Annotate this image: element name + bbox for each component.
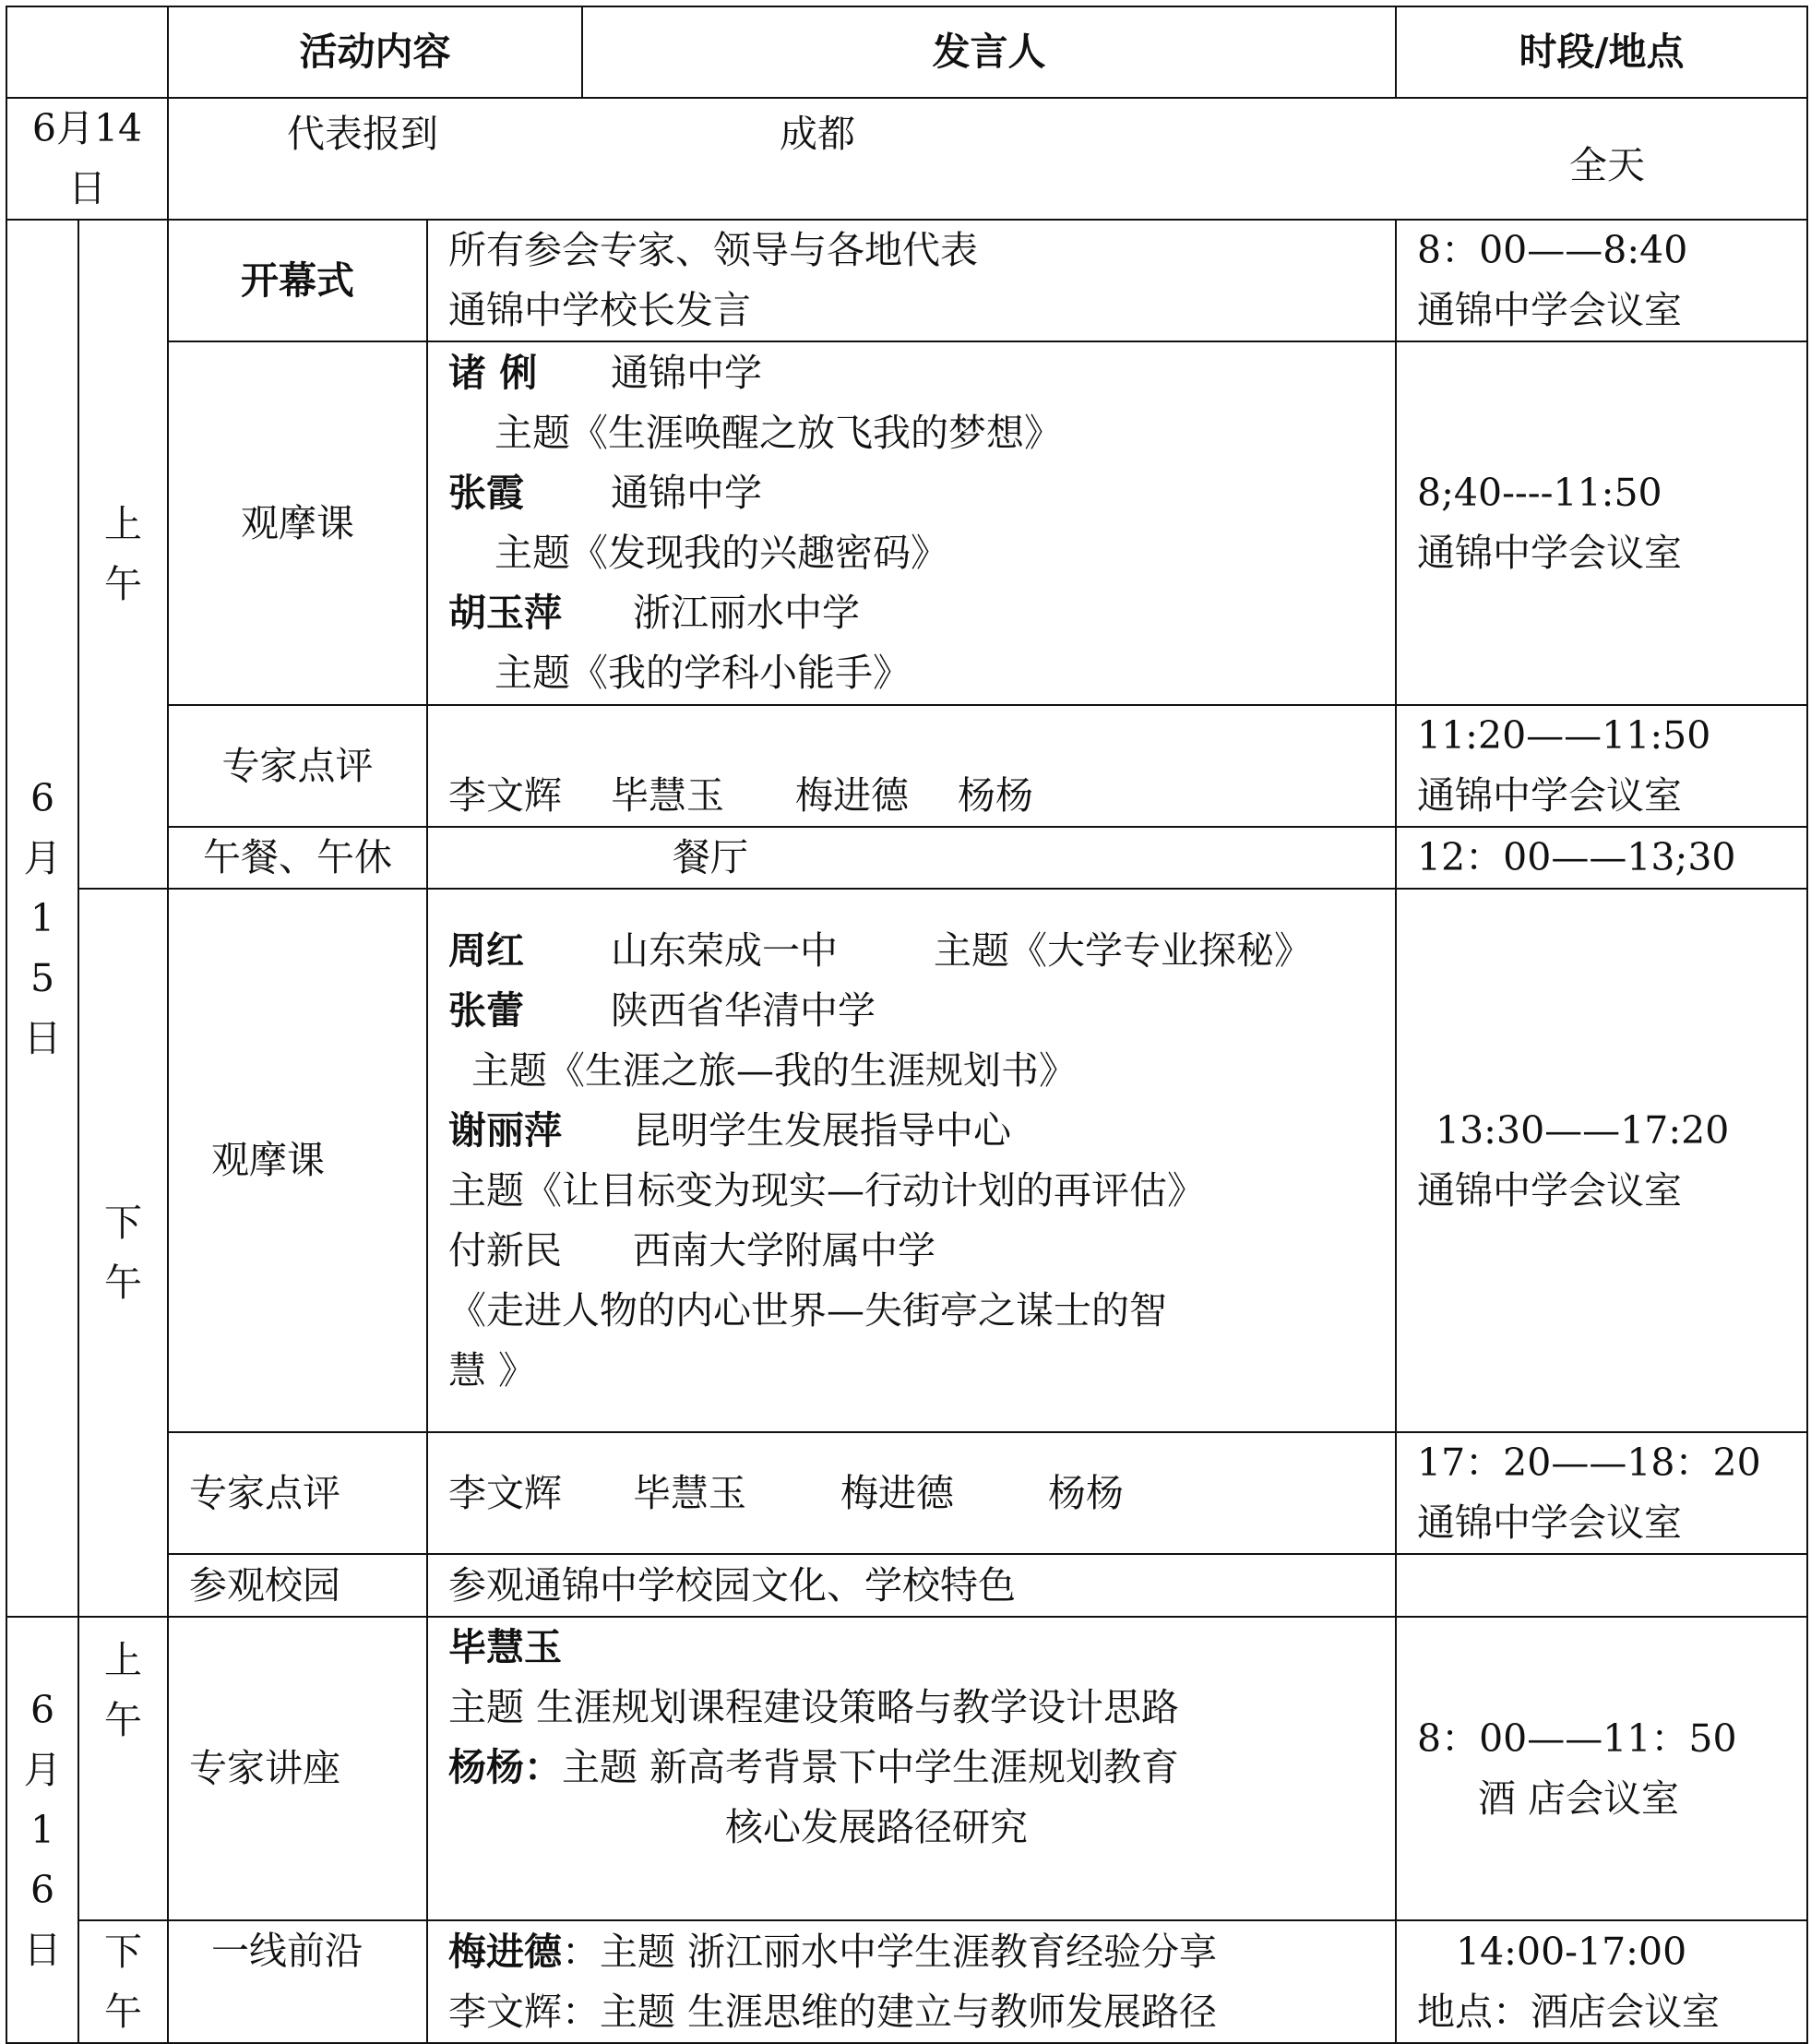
day14-place: 成都 (780, 112, 855, 156)
observe-pm-time-place: 13:30——17:20 通锦中学会议室 (1396, 889, 1807, 1432)
speaker-name: 胡玉萍 (448, 591, 562, 635)
row-review-am (6, 705, 1807, 827)
frontline-speakers: 梅进德：主题 浙江丽水中学生涯教育经验分享 李文辉：主题 生涯思维的建立与教师发展路径 (427, 1920, 1396, 2043)
day14-activity: 代表报到 (287, 112, 438, 156)
review-am-experts: 李文辉 毕慧玉 梅进德 杨杨 (427, 705, 1396, 827)
header-blank-cell (6, 6, 168, 98)
observe-pm-label: 观摩课 (168, 889, 427, 1432)
observe-pm-speakers: 周红 山东荣成一中 主题《大学专业探秘》 张蕾 陕西省华清中学 主题《生涯之旅—我的生涯规划书》 谢丽萍 昆明学生发展指导中心 主题《让目标变为现实—行动计划的再评估》 付新民 西南大学附属中学 《走进人物的内心世界—失街亭之谋士的智 慧 》 (427, 889, 1396, 1432)
speaker-name: 张霞 (448, 471, 524, 515)
day14-content (168, 98, 1807, 220)
row-lunch (6, 827, 1807, 889)
day16-afternoon: 下 午 (78, 1920, 168, 2043)
day14-time: 全天 (1569, 143, 1645, 187)
row-observe-am (6, 341, 1807, 705)
day16-morning: 上 午 (78, 1617, 168, 1920)
lunch-label: 午餐、午休 (168, 827, 427, 889)
row-lecture (6, 1617, 1807, 1920)
lecture-speakers: 毕慧玉 主题 生涯规划课程建设策略与教学设计思路 杨杨：主题 新高考背景下中学生涯规划教育 核心发展路径研究 (427, 1617, 1396, 1920)
speaker-name: 谢丽萍 (448, 1107, 562, 1153)
speaker-name: 张蕾 (448, 987, 524, 1033)
day15-date: 6 月 1 5 日 (6, 220, 78, 1617)
lecture-label: 专家讲座 (168, 1617, 427, 1920)
day15-afternoon: 下 午 (78, 889, 168, 1617)
lunch-time: 12：00——13;30 (1396, 827, 1807, 889)
frontline-label: 一线前沿 (168, 1920, 427, 2043)
day15-morning: 上 午 (78, 220, 168, 889)
row-observe-pm (6, 889, 1807, 1432)
header-time-place: 时段/地点 (1396, 6, 1807, 98)
opening-speakers: 所有参会专家、领导与各地代表 通锦中学校长发言 (427, 220, 1396, 341)
frontline-time-place: 14:00-17:00 地点：酒店会议室 (1396, 1920, 1807, 2043)
opening-label: 开幕式 (168, 220, 427, 341)
speaker-name: 周红 (448, 927, 524, 973)
speaker-name: 付新民 (448, 1227, 562, 1273)
schedule-table (6, 6, 1808, 2044)
speaker-name: 毕慧玉 (448, 1625, 562, 1669)
lecture-time-place: 8：00——11：50 酒 店会议室 (1396, 1617, 1807, 1920)
speaker-name: 梅进德 (448, 1929, 562, 1974)
header-content: 活动内容 (168, 6, 582, 98)
observe-am-time-place: 8;40----11:50 通锦中学会议室 (1396, 341, 1807, 705)
row-opening (6, 220, 1807, 341)
review-pm-label: 专家点评 (168, 1432, 427, 1554)
header-speaker: 发言人 (582, 6, 1396, 98)
observe-am-label: 观摩课 (168, 341, 427, 705)
review-pm-experts: 李文辉 毕慧玉 梅进德 杨杨 (427, 1432, 1396, 1554)
row-day14 (6, 98, 1807, 220)
visit-content: 参观通锦中学校园文化、学校特色 (427, 1554, 1396, 1617)
review-pm-time-place: 17：20——18：20 通锦中学会议室 (1396, 1432, 1807, 1554)
day14-date: 6月14日 (6, 98, 168, 220)
observe-am-speakers: 诸 俐 通锦中学 主题《生涯唤醒之放飞我的梦想》 张霞 通锦中学 主题《发现我的兴趣密码》 胡玉萍 浙江丽水中学 主题《我的学科小能手》 (427, 341, 1396, 705)
visit-label: 参观校园 (168, 1554, 427, 1617)
row-review-pm (6, 1432, 1807, 1554)
row-frontline (6, 1920, 1807, 2043)
review-am-label: 专家点评 (168, 705, 427, 827)
speaker-name: 李文辉 (448, 1989, 562, 2034)
visit-time-place (1396, 1554, 1807, 1617)
row-visit (6, 1554, 1807, 1617)
lunch-place: 餐厅 (427, 827, 1396, 889)
day16-date: 6 月 1 6 日 (6, 1617, 78, 2043)
header-row (6, 6, 1807, 98)
review-am-time-place: 11:20——11:50 通锦中学会议室 (1396, 705, 1807, 827)
opening-time-place: 8：00——8:40 通锦中学会议室 (1396, 220, 1807, 341)
speaker-name: 杨杨： (448, 1745, 562, 1789)
speaker-name: 诸 俐 (448, 351, 538, 395)
